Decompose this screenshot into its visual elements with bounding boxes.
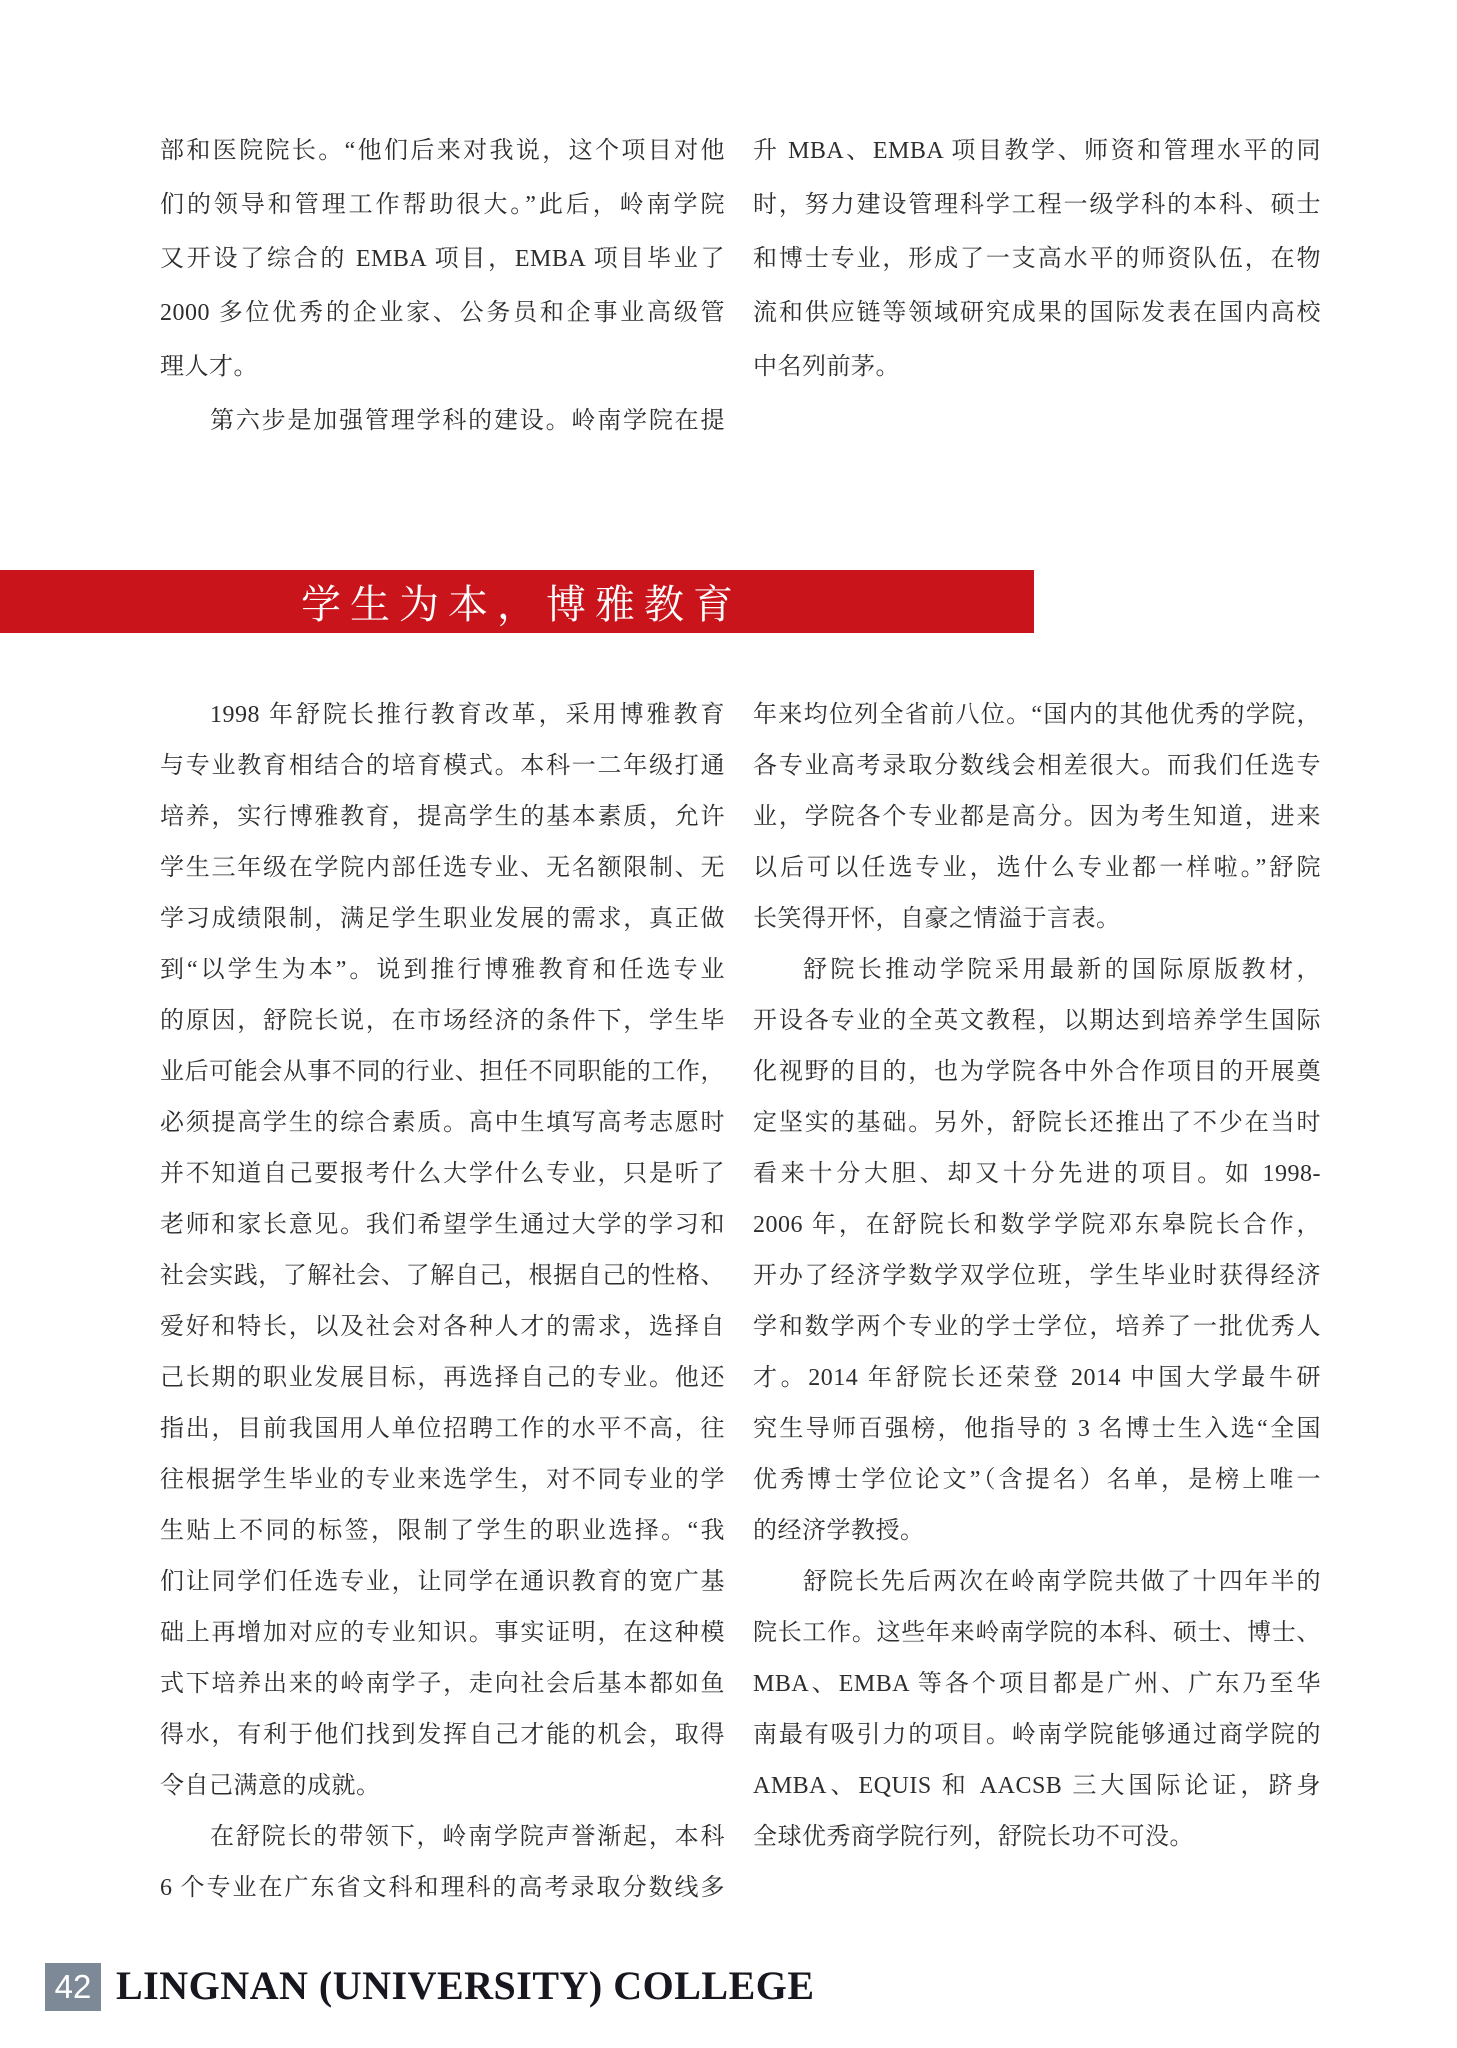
top-left-column: [160, 124, 725, 448]
text-line: 的经济学教授。: [753, 1518, 925, 1544]
text-line: 式下培养出来的岭南学子，走向社会后基本都如鱼: [160, 1671, 725, 1697]
text-line: 在舒院长的带领下，岭南学院声誉渐起，本科: [210, 1824, 725, 1850]
text-line: 部和医院院长。“他们后来对我说，这个项目对他: [160, 138, 725, 164]
text-line: 指出，目前我国用人单位招聘工作的水平不高，往: [160, 1416, 725, 1442]
text-line: 流和供应链等领域研究成果的国际发表在国内高校: [753, 300, 1321, 326]
text-line: 6 个专业在广东省文科和理科的高考录取分数线多: [160, 1875, 725, 1901]
text-line: 1998 年舒院长推行教育改革，采用博雅教育: [210, 702, 725, 728]
text-line: 们让同学们任选专业，让同学在通识教育的宽广基: [160, 1569, 725, 1595]
text-line: 开设各专业的全英文教程，以期达到培养学生国际: [753, 1008, 1321, 1034]
text-line: 年来均位列全省前八位。“国内的其他优秀的学院，: [753, 702, 1321, 728]
text-line: 长笑得开怀，自豪之情溢于言表。: [753, 906, 1121, 932]
text-line: 时，努力建设管理科学工程一级学科的本科、硕士: [753, 192, 1321, 218]
text-line: 全球优秀商学院行列，舒院长功不可没。: [753, 1824, 1194, 1850]
text-line: 必须提高学生的综合素质。高中生填写高考志愿时: [160, 1110, 725, 1136]
text-line: AMBA、EQUIS 和 AACSB 三大国际论证，跻身: [753, 1773, 1321, 1799]
body-right-column: [753, 690, 1321, 1863]
text-line: 又开设了综合的 EMBA 项目，EMBA 项目毕业了: [160, 246, 725, 272]
body-left-column: [160, 690, 725, 1914]
page-number-badge: 42: [45, 1963, 101, 2011]
text-line: 础上再增加对应的专业知识。事实证明，在这种模: [160, 1620, 725, 1646]
text-line: 学习成绩限制，满足学生职业发展的需求，真正做: [160, 906, 725, 932]
section-banner-title: 学生为本，博雅教育: [301, 583, 742, 627]
text-line: 并不知道自己要报考什么大学什么专业，只是听了: [160, 1161, 725, 1187]
text-line: 第六步是加强管理学科的建设。岭南学院在提: [210, 408, 725, 434]
text-line: 定坚实的基础。另外，舒院长还推出了不少在当时: [753, 1110, 1321, 1136]
text-line: 开办了经济学数学双学位班，学生毕业时获得经济: [753, 1263, 1321, 1289]
text-line: 与专业教育相结合的培育模式。本科一二年级打通: [160, 753, 725, 779]
text-line: 院长工作。这些年来岭南学院的本科、硕士、博士、: [753, 1620, 1321, 1646]
text-line: 才。2014 年舒院长还荣登 2014 中国大学最牛研: [753, 1365, 1321, 1391]
section-banner: [0, 570, 1034, 633]
text-line: 爱好和特长，以及社会对各种人才的需求，选择自: [160, 1314, 725, 1340]
text-line: 培养，实行博雅教育，提高学生的基本素质，允许: [160, 804, 725, 830]
text-line: 学和数学两个专业的学士学位，培养了一批优秀人: [753, 1314, 1321, 1340]
text-line: 到“以学生为本”。说到推行博雅教育和任选专业: [160, 957, 725, 983]
text-line: 舒院长先后两次在岭南学院共做了十四年半的: [803, 1569, 1321, 1595]
top-right-column: [753, 124, 1321, 394]
text-line: 的原因，舒院长说，在市场经济的条件下，学生毕: [160, 1008, 725, 1034]
text-line: 舒院长推动学院采用最新的国际原版教材，: [803, 957, 1321, 983]
publication-title: LINGNAN (UNIVERSITY) COLLEGE: [116, 1963, 815, 2008]
text-line: 南最有吸引力的项目。岭南学院能够通过商学院的: [753, 1722, 1321, 1748]
text-line: 理人才。: [160, 354, 258, 380]
text-line: 往根据学生毕业的专业来选学生，对不同专业的学: [160, 1467, 725, 1493]
text-line: 2000 多位优秀的企业家、公务员和企事业高级管: [160, 300, 725, 326]
text-line: 己长期的职业发展目标，再选择自己的专业。他还: [160, 1365, 725, 1391]
text-line: 看来十分大胆、却又十分先进的项目。如 1998-: [753, 1161, 1321, 1187]
text-line: 业后可能会从事不同的行业、担任不同职能的工作，: [160, 1059, 725, 1085]
text-line: 生贴上不同的标签，限制了学生的职业选择。“我: [160, 1518, 725, 1544]
text-line: 们的领导和管理工作帮助很大。”此后，岭南学院: [160, 192, 725, 218]
text-line: 以后可以任选专业，选什么专业都一样啦。”舒院: [753, 855, 1321, 881]
text-line: 和博士专业，形成了一支高水平的师资队伍，在物: [753, 246, 1321, 272]
text-line: MBA、EMBA 等各个项目都是广州、广东乃至华: [753, 1671, 1321, 1697]
text-line: 业，学院各个专业都是高分。因为考生知道，进来: [753, 804, 1321, 830]
text-line: 优秀博士学位论文”（含提名）名单，是榜上唯一: [753, 1467, 1321, 1493]
text-line: 社会实践，了解社会、了解自己，根据自己的性格、: [160, 1263, 725, 1289]
text-line: 化视野的目的，也为学院各中外合作项目的开展奠: [753, 1059, 1321, 1085]
text-line: 升 MBA、EMBA 项目教学、师资和管理水平的同: [753, 138, 1321, 164]
text-line: 究生导师百强榜，他指导的 3 名博士生入选“全国: [753, 1416, 1321, 1442]
text-line: 各专业高考录取分数线会相差很大。而我们任选专: [753, 753, 1321, 779]
text-line: 2006 年，在舒院长和数学学院邓东皋院长合作，: [753, 1212, 1321, 1238]
text-line: 老师和家长意见。我们希望学生通过大学的学习和: [160, 1212, 725, 1238]
text-line: 学生三年级在学院内部任选专业、无名额限制、无: [160, 855, 725, 881]
text-line: 中名列前茅。: [753, 354, 900, 380]
text-line: 得水，有利于他们找到发挥自己才能的机会，取得: [160, 1722, 725, 1748]
text-line: 令自己满意的成就。: [160, 1773, 381, 1799]
